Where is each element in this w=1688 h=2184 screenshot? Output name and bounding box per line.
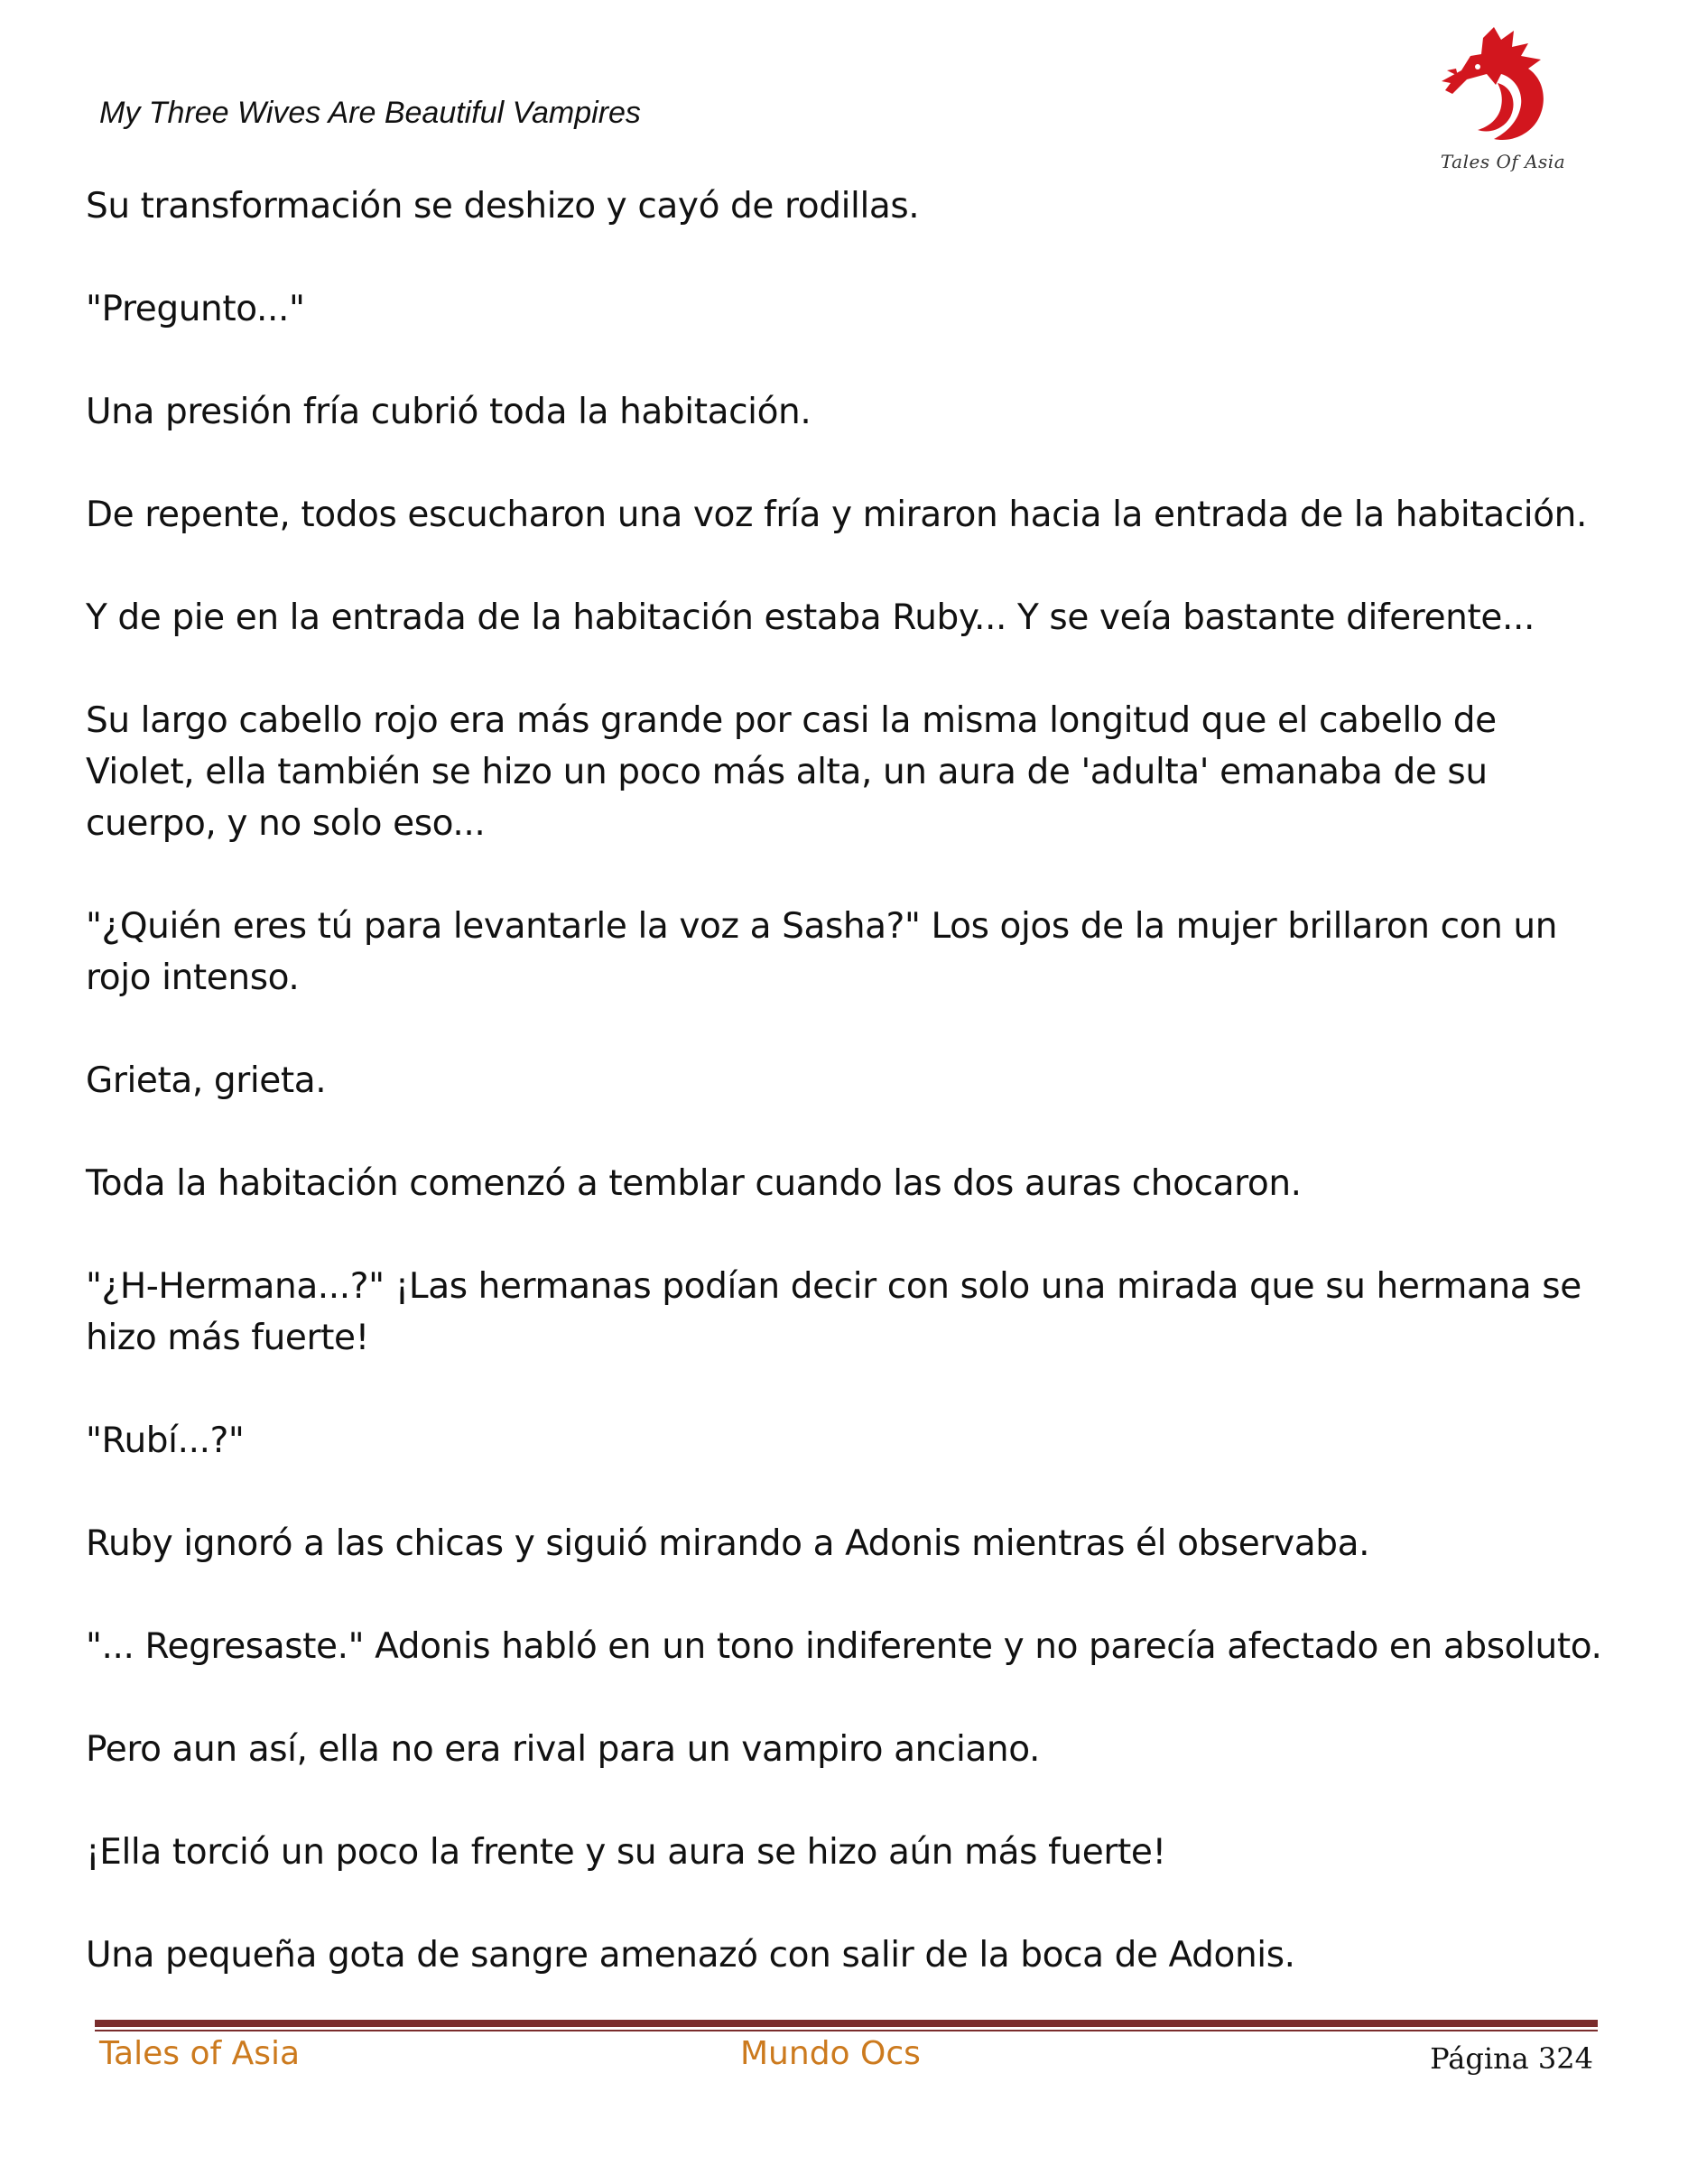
paragraph: Una presión fría cubrió toda la habitación. [86, 392, 812, 432]
footer-translator: Mundo Ocs [740, 2035, 921, 2072]
paragraph: Su largo cabello rojo era más grande por casi la misma longitud que el cabello de Violet, ella también se hizo un poco más alta, un aura de 'adulta' emanaba de su cuerpo, y no solo eso... [86, 700, 1497, 844]
paragraph: Y de pie en la entrada de la habitación estaba Ruby... Y se veía bastante diferente... [86, 597, 1535, 638]
paragraph: Toda la habitación comenzó a temblar cuando las dos auras chocaron. [86, 1163, 1302, 1204]
page-number: Página 324 [1430, 2041, 1593, 2076]
paragraph: "Rubí...?" [86, 1421, 245, 1461]
paragraph: Su transformación se deshizo y cayó de rodillas. [86, 186, 920, 227]
paragraph: "Pregunto..." [86, 289, 305, 329]
paragraph: Una pequeña gota de sangre amenazó con salir de la boca de Adonis. [86, 1935, 1295, 1976]
tales-of-asia-logo [1431, 20, 1566, 182]
book-title: My Three Wives Are Beautiful Vampires [99, 96, 641, 130]
paragraph: Grieta, grieta. [86, 1060, 327, 1101]
logo-text: Tales Of Asia [1440, 151, 1566, 172]
paragraph: "... Regresaste." Adonis habló en un tono indiferente y no parecía afectado en absoluto. [86, 1626, 1602, 1667]
paragraph: De repente, todos escucharon una voz fría y miraron hacia la entrada de la habitación. [86, 495, 1587, 535]
footer-divider-thin [95, 2030, 1598, 2031]
footer-publisher: Tales of Asia [99, 2035, 301, 2072]
page-body [86, 180, 1611, 2032]
dragon-icon [1431, 20, 1566, 155]
footer-divider-thick [95, 2020, 1598, 2027]
paragraph: "¿H-Hermana...?" ¡Las hermanas podían decir con solo una mirada que su hermana se hizo más fuerte! [86, 1266, 1581, 1358]
paragraph: Ruby ignoró a las chicas y siguió mirando a Adonis mientras él observaba. [86, 1523, 1370, 1564]
paragraph: Pero aun así, ella no era rival para un vampiro anciano. [86, 1729, 1040, 1770]
paragraph: ¡Ella torció un poco la frente y su aura se hizo aún más fuerte! [86, 1832, 1166, 1873]
paragraph: "¿Quién eres tú para levantarle la voz a Sasha?" Los ojos de la mujer brillaron con un rojo intenso. [86, 906, 1558, 998]
footer-divider [95, 2020, 1598, 2031]
